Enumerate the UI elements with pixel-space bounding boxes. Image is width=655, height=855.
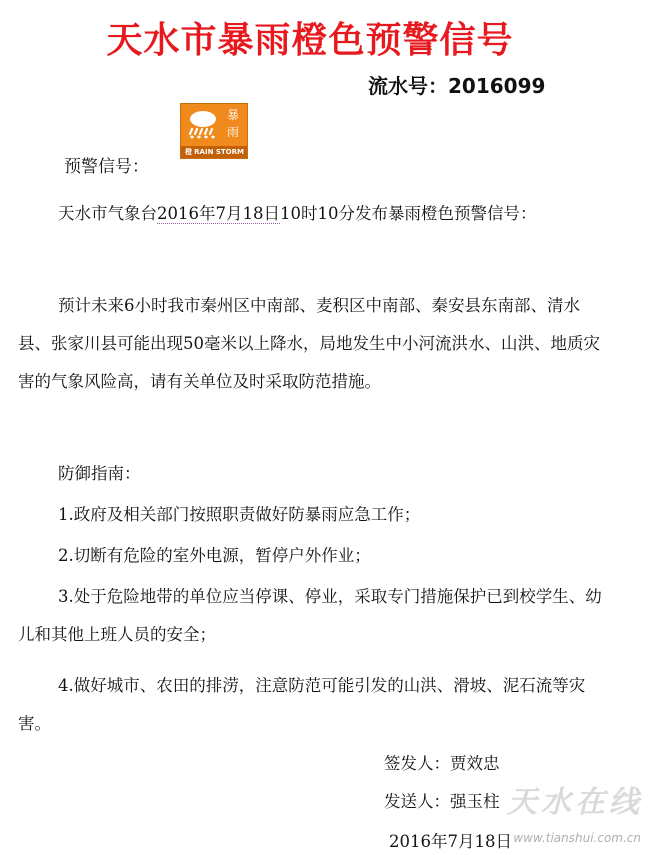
guide-item-2: 2.切断有危险的室外电源，暂停户外作业； <box>58 546 371 565</box>
intro-date[interactable]: 2016年7月18日 <box>157 204 280 223</box>
guide-item-4: 4.做好城市、农田的排涝，注意防范可能引发的山洪、滑坡、泥石流等灾害。 <box>18 676 586 733</box>
guide-item-1: 1.政府及相关部门按照职责做好防暴雨应急工作； <box>58 505 421 524</box>
intro-prefix: 天水市气象台 <box>58 204 157 223</box>
guide-item-3: 3.处于危险地带的单位应当停课、停业，采取专门措施保护已到校学生、幼儿和其他上班人员的安全； <box>18 587 602 644</box>
rain-cloud-icon <box>184 107 222 145</box>
watermark-url: www.tianshui.com.cn <box>513 831 641 845</box>
issuer-line: 签发人：贾效忠 <box>384 754 500 773</box>
signal-icon-text <box>222 107 244 144</box>
sender-line: 发送人：强玉柱 <box>384 792 500 811</box>
serial-number: 流水号：2016099 <box>368 74 546 98</box>
signal-label: 预警信号： <box>64 157 149 177</box>
forecast-paragraph: 预计未来6小时我市秦州区中南部、麦积区中南部、秦安县东南部、清水县、张家川县可能出现50毫米以上降水，局地发生中小河流洪水、山洪、地质灾害的气象风险高，请有关单位及时采取防范措施。 <box>18 296 600 391</box>
signal-icon-char-1: 暴 <box>226 108 239 122</box>
signal-band-text: RAIN STORM <box>194 148 244 156</box>
intro-suffix: 10时10分发布暴雨橙色预警信号： <box>280 204 537 223</box>
site-watermark: 天水在线 <box>507 785 643 820</box>
document-title: 天水市暴雨橙色预警信号 <box>106 20 514 61</box>
intro-paragraph <box>18 195 610 233</box>
issue-date: 2016年7月18日 <box>389 832 512 851</box>
signal-icon-band <box>181 146 247 158</box>
signal-icon-char-2: 雨 <box>226 125 239 139</box>
guide-title: 防御指南： <box>58 464 141 483</box>
signal-level-text: 橙 <box>185 148 192 156</box>
rainstorm-orange-icon <box>180 103 248 159</box>
